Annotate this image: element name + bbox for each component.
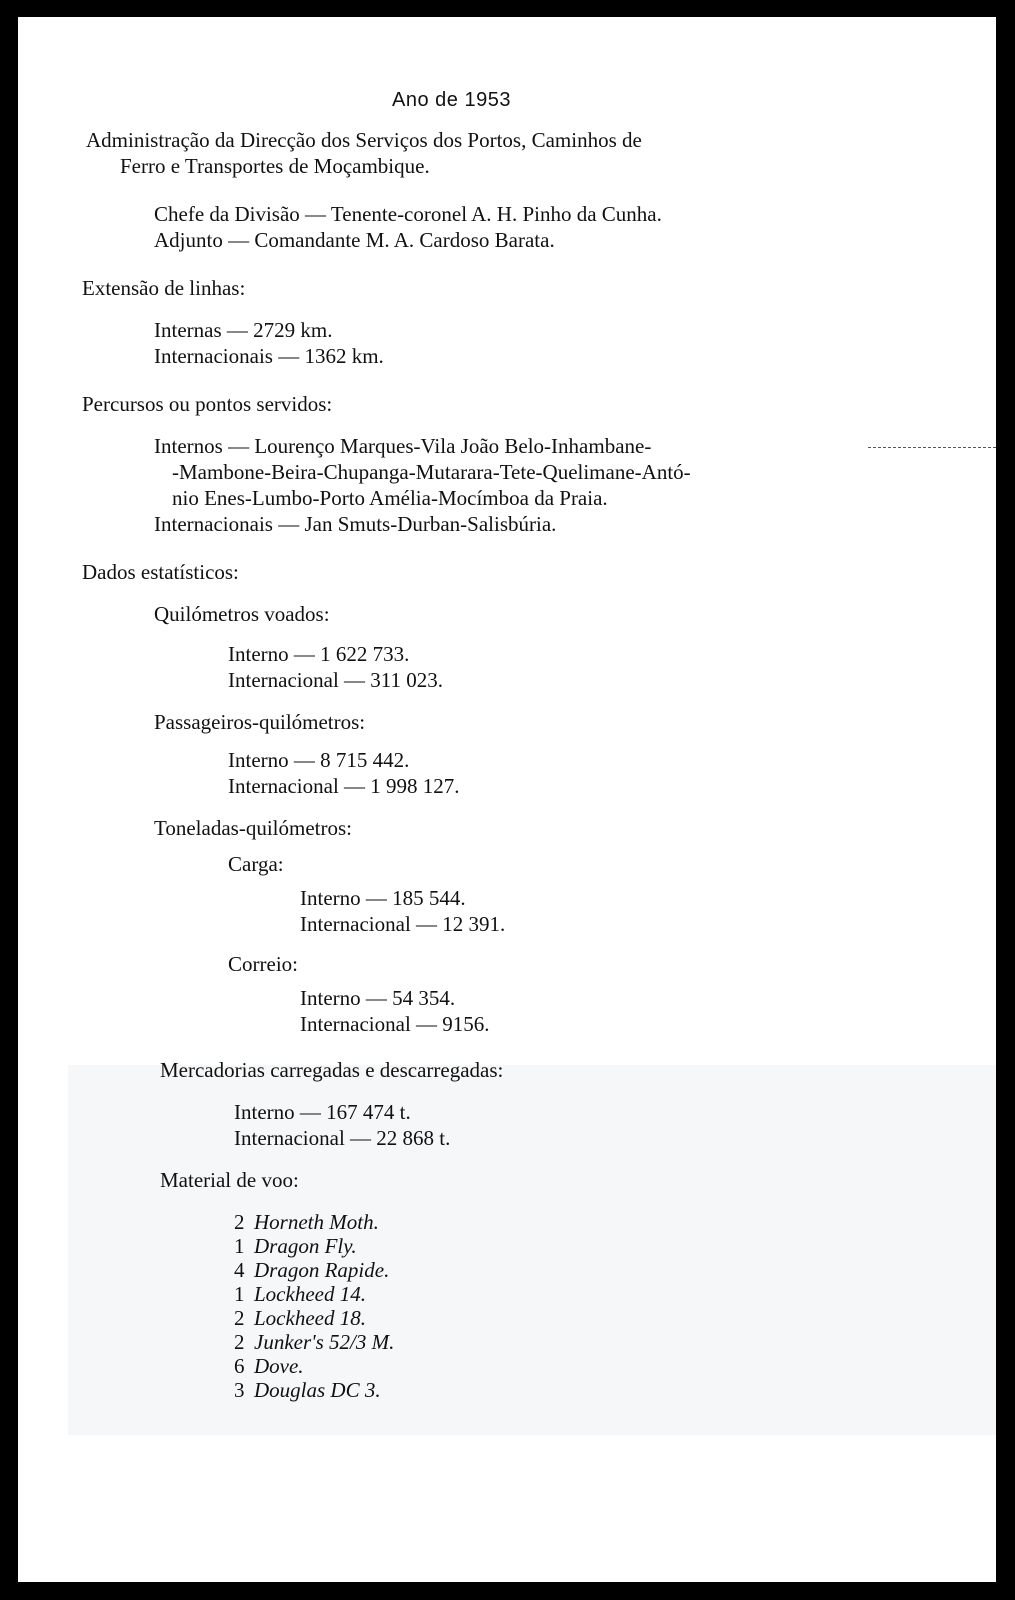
percursos-internos-1: Internos — Lourenço Marques-Vila João Belo-Inhambane- [154, 434, 652, 458]
material-item [234, 1305, 366, 1331]
passageiros-internacional: Internacional — 1 998 127. [228, 774, 460, 798]
material-item [234, 1257, 389, 1283]
material-count: 3 [234, 1378, 245, 1402]
material-count: 2 [234, 1330, 245, 1354]
material-count: 2 [234, 1210, 245, 1234]
percursos-internos-2: -Mambone-Beira-Chupanga-Mutarara-Tete-Quelimane-Antó- [172, 460, 691, 484]
mercadorias-heading: Mercadorias carregadas e descarregadas: [160, 1058, 504, 1082]
material-name: Dragon Fly. [254, 1234, 357, 1258]
deputy-line: Adjunto — Comandante M. A. Cardoso Barata. [154, 228, 555, 252]
quilometros-interno: Interno — 1 622 733. [228, 642, 410, 666]
administration-line-1: Administração da Direcção dos Serviços dos Portos, Caminhos de [86, 128, 642, 152]
mercadorias-interno: Interno — 167 474 t. [234, 1100, 411, 1124]
carga-internacional: Internacional — 12 391. [300, 912, 506, 936]
dados-heading: Dados estatísticos: [82, 560, 239, 584]
passageiros-heading: Passageiros-quilómetros: [154, 710, 366, 734]
correio-interno: Interno — 54 354. [300, 986, 456, 1010]
extensao-internas: Internas — 2729 km. [154, 318, 333, 342]
material-heading: Material de voo: [160, 1168, 299, 1192]
material-name: Lockheed 14. [254, 1282, 366, 1306]
percursos-internacionais: Internacionais — Jan Smuts-Durban-Salisbúria. [154, 512, 557, 536]
dashed-rule [868, 447, 996, 448]
material-item [234, 1329, 394, 1355]
correio-internacional: Internacional — 9156. [300, 1012, 490, 1036]
material-count: 6 [234, 1354, 245, 1378]
percursos-heading: Percursos ou pontos servidos: [82, 392, 333, 416]
material-count: 2 [234, 1306, 245, 1330]
toneladas-heading: Toneladas-quilómetros: [154, 816, 352, 840]
page-title: Ano de 1953 [392, 89, 511, 111]
material-name: Dragon Rapide. [254, 1258, 390, 1282]
material-name: Horneth Moth. [254, 1210, 379, 1234]
material-count: 4 [234, 1258, 245, 1282]
extensao-internacionais: Internacionais — 1362 km. [154, 344, 384, 368]
material-count: 1 [234, 1282, 245, 1306]
carga-heading: Carga: [228, 852, 284, 876]
carga-interno: Interno — 185 544. [300, 886, 466, 910]
quilometros-internacional: Internacional — 311 023. [228, 668, 443, 692]
administration-line-2: Ferro e Transportes de Moçambique. [120, 154, 430, 178]
extensao-heading: Extensão de linhas: [82, 276, 246, 300]
material-item [234, 1353, 304, 1379]
material-name: Junker's 52/3 M. [254, 1330, 395, 1354]
percursos-internos-3: nio Enes-Lumbo-Porto Amélia-Mocímboa da Praia. [172, 486, 608, 510]
mercadorias-internacional: Internacional — 22 868 t. [234, 1126, 451, 1150]
bleed-through-area [68, 1065, 996, 1435]
material-name: Dove. [254, 1354, 304, 1378]
document-page [18, 17, 996, 1582]
material-name: Lockheed 18. [254, 1306, 366, 1330]
chief-line: Chefe da Divisão — Tenente-coronel A. H. Pinho da Cunha. [154, 202, 662, 226]
material-item [234, 1233, 357, 1259]
material-name: Douglas DC 3. [254, 1378, 381, 1402]
quilometros-heading: Quilómetros voados: [154, 602, 330, 626]
material-item [234, 1209, 379, 1235]
material-count: 1 [234, 1234, 245, 1258]
correio-heading: Correio: [228, 952, 298, 976]
passageiros-interno: Interno — 8 715 442. [228, 748, 410, 772]
material-item [234, 1281, 366, 1307]
material-item [234, 1377, 381, 1403]
